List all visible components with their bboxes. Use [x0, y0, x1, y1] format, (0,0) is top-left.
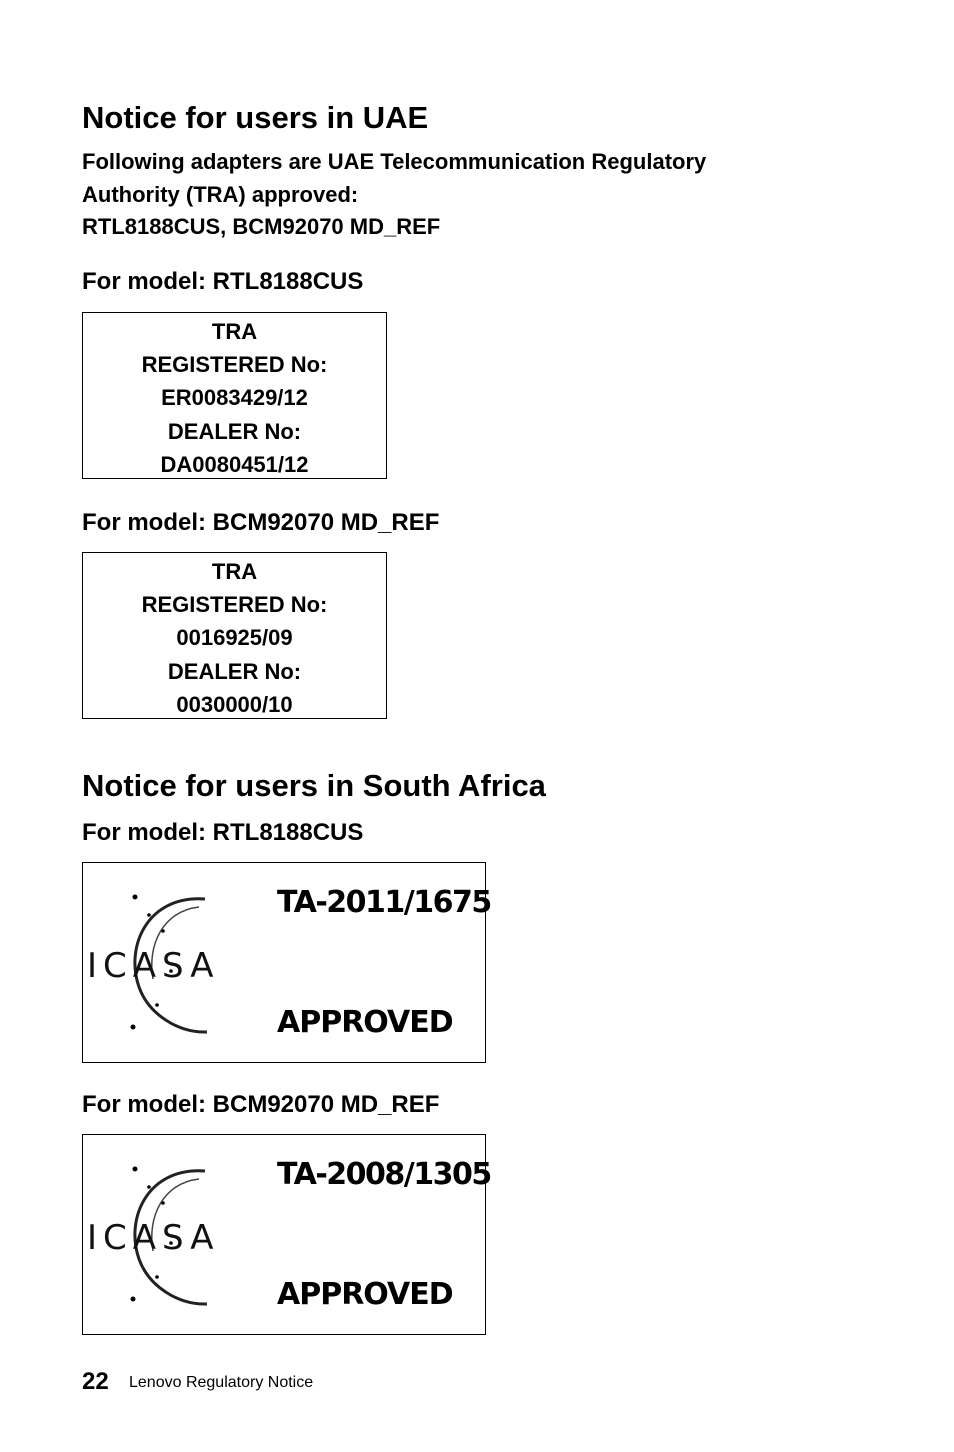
tra-line: DEALER No:	[167, 418, 302, 444]
icasa-logo-icon	[87, 1159, 257, 1309]
icasa-logo-text: ICASA	[87, 946, 220, 986]
approval-number: TA-2011/1675	[277, 885, 491, 920]
approval-status: APPROVED	[277, 1277, 453, 1312]
tra-registration-box-bcm	[82, 552, 387, 719]
tra-line: DEALER No:	[167, 658, 302, 684]
uae-intro-line: Authority (TRA) approved:	[82, 181, 359, 207]
approval-status: APPROVED	[277, 1005, 453, 1040]
icasa-logo-icon	[87, 887, 257, 1037]
uae-model-label-bcm: For model: BCM92070 MD_REF	[82, 509, 440, 536]
tra-line: TRA	[211, 319, 258, 344]
south-africa-heading: Notice for users in South Africa	[82, 768, 546, 803]
uae-intro	[82, 146, 706, 244]
tra-line: ER0083429/12	[161, 385, 308, 411]
tra-line: REGISTERED No:	[141, 352, 328, 378]
uae-intro-line: RTL8188CUS, BCM92070 MD_REF	[82, 214, 441, 239]
sa-model-label-bcm: For model: BCM92070 MD_REF	[82, 1091, 440, 1118]
tra-line: DA0080451/12	[160, 451, 309, 477]
uae-heading: Notice for users in UAE	[82, 100, 429, 135]
uae-model-label-rtl: For model: RTL8188CUS	[82, 268, 364, 295]
approval-number: TA-2008/1305	[277, 1157, 491, 1192]
icasa-approval-box-rtl	[82, 862, 491, 1063]
tra-registration-box-rtl	[82, 312, 387, 479]
sa-model-label-rtl: For model: RTL8188CUS	[82, 819, 364, 846]
tra-line: TRA	[211, 559, 258, 584]
page-number: 22	[82, 1368, 109, 1395]
uae-intro-line: Following adapters are UAE Telecommunication Regulatory	[82, 149, 707, 174]
icasa-logo-text: ICASA	[87, 1218, 220, 1258]
tra-line: REGISTERED No:	[141, 592, 328, 618]
footer-title: Lenovo Regulatory Notice	[129, 1374, 314, 1391]
tra-line: 0016925/09	[176, 625, 293, 651]
icasa-approval-box-bcm	[82, 1134, 491, 1335]
tra-line: 0030000/10	[176, 691, 293, 717]
